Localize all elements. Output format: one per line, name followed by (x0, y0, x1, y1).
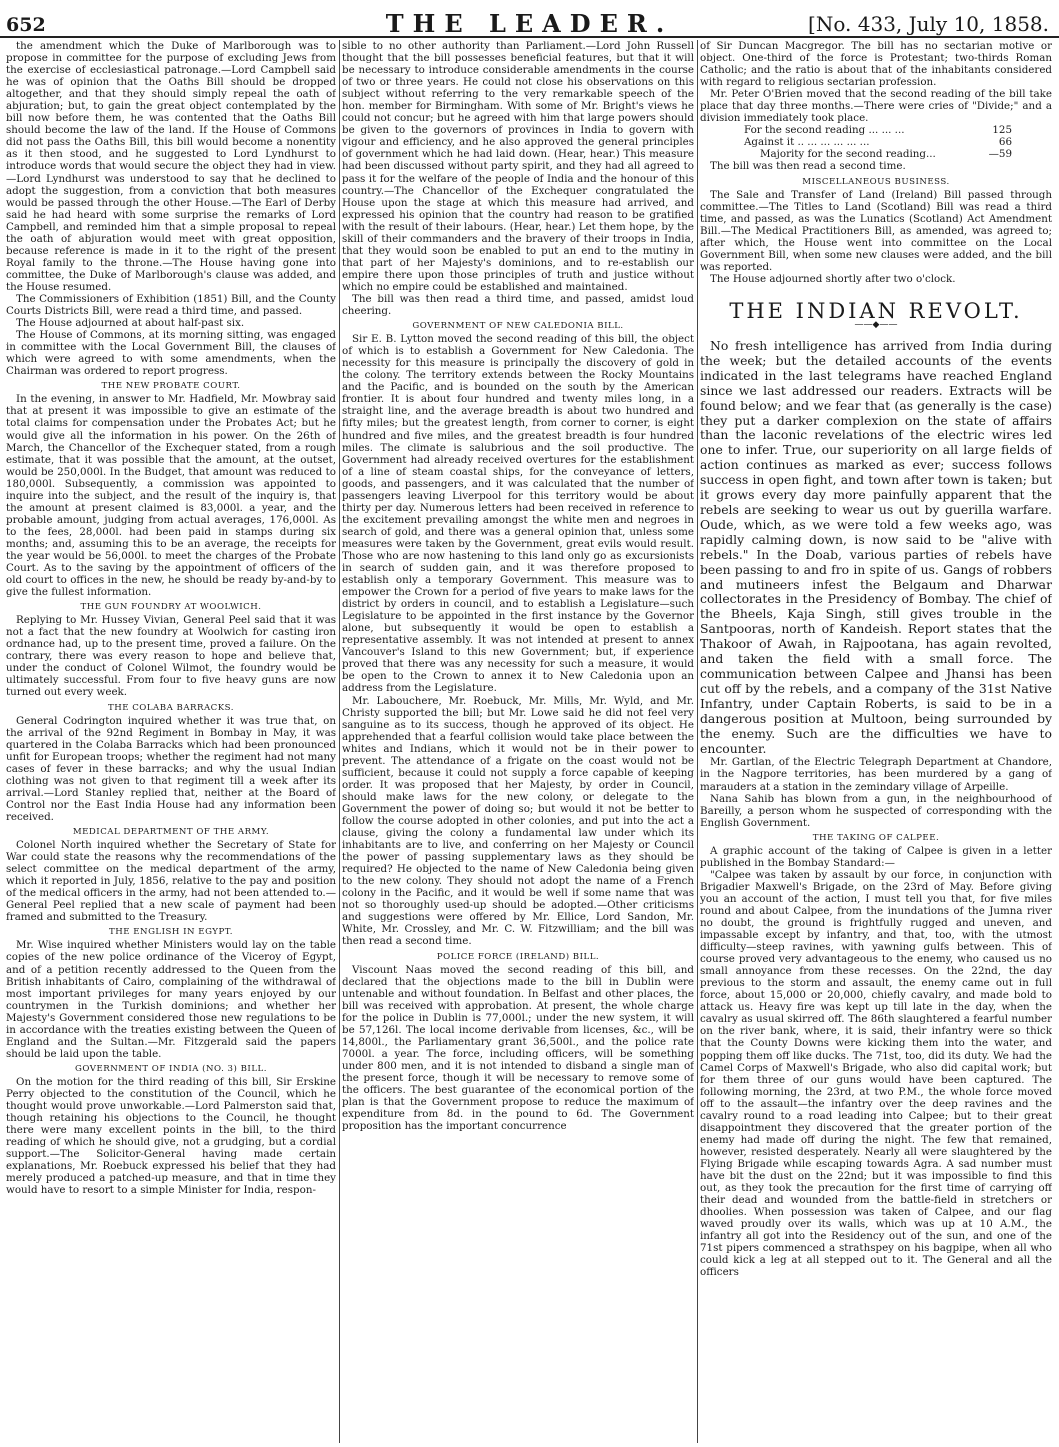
page-number: 652 (6, 14, 46, 36)
division-vote (700, 124, 1052, 160)
vote-row (700, 148, 1052, 160)
paragraph: On the motion for the third reading of this bill, Sir Erskine Perry objected to the constitution of the Council, which he thought would prove unworkable.—Lord Palmerston said that, though retaining his objections to the Council, he thought there were many excellent points in the bill, to the third reading of which he should give, not a grudging, but a cordial support.—The Solicitor-General having made certain explanations, Mr. Roebuck expressed his belief that they had merely produced a patched-up measure, and that in time they would have to resort to a simple Minister for India, respon- (6, 1075, 336, 1197)
column-3-miscellaneous (700, 160, 1052, 284)
masthead (0, 0, 1059, 38)
vote-count: 66 (998, 136, 1012, 149)
paragraph: sible to no other authority than Parliament.—Lord John Russell thought that the bill possesses beneficial features, but that it will be necessary to introduce considerable amendments in the course of two or three years. He could not close his observations on this subject without referring to the very remarkable speech of the hon. member for Birmingham. With some of Mr. Bright's views he could not concur; but he agreed with him that large powers should be given to the governors of provinces in India to govern with vigour and efficiency, and he also approved the general principles of government which he had laid down. (Hear, hear.) This measure had been discussed without party spirit, and they had all agreed to pass it for the welfare of the people of India and the honour of this country.—The Chancellor of the Exchequer congratulated the House upon the stage at which this measure had arrived, and expressed his opinion that the country had reason to be gratified with the result of their labours. (Hear, hear.) Let them hope, by the skill of their commanders and the bravery of their troops in India, that they would soon be enabled to put an end to the mutiny in that part of her Majesty's dominions, and to re-establish our empire there upon those principles of truth and justice without which no empire could be established and maintained. (342, 40, 694, 293)
paragraph: The Commissioners of Exhibition (1851) Bill, and the County Courts Districts Bill, were read a third time, and passed. (6, 292, 336, 318)
paragraph: Colonel North inquired whether the Secretary of State for War could state the reasons why the recommendations of the select committee on the medical department of the army, which it reported in July, 1856, relative to the pay and position of the medical officers in the army, had not been attended to.—General Peel replied that a new scale of payment had been framed and submitted to the Treasury. (6, 839, 336, 924)
vote-count: —59 (988, 148, 1012, 161)
lead-paragraph: No fresh intelligence has arrived from India during the week; but the detailed accounts of the events indicated in the last telegrams have reached England since we last addressed our readers. Extracts will be found below; and we fear that (as generally is the case) they put a darker complexion on the state of affairs than the laconic revelations of the electric wires led one to infer. True, our superiority on all large fields of action continues as marked as ever; success follows success in open fight, and town after town is taken; but it grows every day more painfully apparent that the rebels are seeking to wear us out by guerilla warfare. Oude, which, as we were told a few weeks ago, was rapidly calming down, is now said to be "alive with rebels." In the Doab, various parties of rebels have been passing to and fro in spite of us. Gangs of robbers and mutineers infest the Belgaum and Dharwar collectorates in the Presidency of Bombay. The chief of the Bheels, Kaja Singh, still gives trouble in the Santpooras, north of Kandeish. Report states that the Thakoor of Awah, in Rajpootana, has again revolted, and taken the field with a small force. The communication between Calpee and Jhansi has been cut off by the rebels, and a company of the 31st Native Infantry, under Captain Roberts, is said to be in a dangerous position at Multoon, being surrounded by the enemy. Such are the difficulties we have to encounter. (700, 338, 1052, 756)
section-ornament: ——◆—— (854, 319, 898, 330)
paragraph: Viscount Naas moved the second reading of this bill, and declared that the objections made to the bill in Dublin were untenable and without foundation. In Belfast and other places, the bill was received with approbation. At present, the whole charge for the police in Dublin is 77,000l.; under the new system, it will be 57,126l. The local income derivable from licenses, &c., will be 14,800l., the Parliamentary grant 36,500l., and the police rate 7000l. a year. The force, including officers, will be something under 800 men, and it is not intended to disband a single man of the present force, though it will be necessary to remove some of the officers. The best guarantee of the economical portion of the plan is that the Government propose to reduce the maximum of expenditure from 8d. in the pound to 6d. The Government proposition has the important concurrence (342, 963, 694, 1133)
section-heading: GOVERNMENT OF INDIA (NO. 3) BILL. (75, 1063, 267, 1074)
section-heading: MISCELLANEOUS BUSINESS. (802, 176, 950, 187)
paragraph: Replying to Mr. Hussey Vivian, General Peel said that it was not a fact that the new foundry at Woolwich for casting iron ordnance had, up to the present time, proved a failure. On the contrary, there was every reason to hope and believe that, under the conduct of Colonel Wilmot, the foundry would be ultimately successful. From four to five heavy guns are now turned out every week. (6, 614, 336, 699)
paragraph: Mr. Labouchere, Mr. Roebuck, Mr. Mills, Mr. Wyld, and Mr. Christy supported the bill; but Mr. Lowe said he did not feel very sanguine as to its success, though he approved of its object. He apprehended that a fearful collision would take place between the whites and Indians, which it would not be in their power to prevent. The attendance of a frigate on the coast would not be sufficient, because it could not supply a force capable of keeping order. It was proposed that her Majesty, by order in Council, should make laws for the new colony, or delegate to the Government the power of doing so; but would it not be better to follow the course adopted in other colonies, and put into the act a clause, giving the colony a fundamental law under which its inhabitants are to live, and conferring on her Majesty or Council the power of passing supplementary laws as they should be required? He objected to the name of New Caledonia being given to the new colony. They should not adopt the name of a French colony in the Pacific, and it would be well if some name that was not so thoroughly used-up should be adopted.—Other criticisms and suggestions were offered by Mr. Ellice, Lord Sandon, Mr. White, Mr. Crossley, and Mr. C. W. Fitzwilliam; and the bill was then read a second time. (342, 694, 694, 948)
paragraph: The House of Commons, at its morning sitting, was engaged in committee with the Local Government Bill, the clauses of which were agreed to with some amendments, when the Chairman was ordered to report progress. (6, 329, 336, 378)
vote-count: 125 (992, 124, 1012, 137)
paragraph: Mr. Gartlan, of the Electric Telegraph Department at Chandore, in the Nagpore territories, has been murdered by a gang of marauders at a station in the zemindary village of Arpeille. (700, 756, 1052, 793)
section-heading: THE GUN FOUNDRY AT WOOLWICH. (80, 602, 262, 613)
paragraph: The bill was then read a second time. (710, 160, 906, 173)
paragraph: Sir E. B. Lytton moved the second reading of this bill, the object of which is to establish a Government for New Caledonia. The necessity for this measure is principally the discovery of gold in the colony. The territory extends between the Rocky Mountains and the Pacific, and is bounded on the south by the American frontier. It is about four hundred and twenty miles long, in a straight line, and the average breadth is about two hundred and fifty miles; but the greatest length, from corner to corner, is eight hundred and five miles, and the greatest breadth is four hundred miles. The climate is salubrious and the soil productive. The Government had already received overtures for the establishment of a line of steam coastal ships, for the conveyance of letters, goods, and passengers, and it was calculated that the number of passengers leaving Liverpool for this territory would be about thirty per day. Numerous letters had been received in reference to the excitement prevailing amongst the white men and negroes in search of gold, and there was a general opinion that, unless some measures were taken by the Government, great evils would result. Those who are now hastening to this land only go as excursionists in search of sudden gain, and it was therefore proposed to establish only a temporary Government. This measure was to empower the Crown for a period of five years to make laws for the district by orders in council, and to establish a Legislature—such Legislature to be appointed in the first instance by the Governor alone, but subsequently it would be open to establish a representative assembly. It was not intended at present to annex Vancouver's Island to this new Government; but, if experience proved that there was any necessity for such a measure, it would be open to the Crown to annex it to New Caledonia upon an address from the Legislature. (342, 333, 694, 695)
newspaper-title: THE LEADER. (385, 9, 674, 38)
paragraph: of Sir Duncan Macgregor. The bill has no sectarian motive or object. One-third of the force is Protestant; two-thirds Roman Catholic; and the ratio is about that of the inhabitants considered with regard to religious sectarian profession. (700, 40, 1052, 89)
paragraph: Mr. Wise inquired whether Ministers would lay on the table copies of the new police ordinance of the Viceroy of Egypt, and of a petition recently addressed to the Queen from the British inhabitants of Cairo, complaining of the withdrawal of most important privileges for many years enjoyed by our countrymen in the Turkish dominions; and whether her Majesty's Government considered those new regulations to be in accordance with the treaties existing between the Queen of England and the Sultan.—Mr. Fitzgerald said the papers should be laid upon the table. (6, 939, 336, 1060)
paragraph: the amendment which the Duke of Marlborough was to propose in committee for the purpose of excluding Jews from the exercise of ecclesiastical patronage.—Lord Campbell said he was of opinion that the Oaths Bill should be dropped altogether, and that they should simply repeal the oath of abjuration; but, to gain the great object contemplated by the bill now before them, he was contented that the Oaths Bill should become the law of the land. If the House of Commons did not pass the Oaths Bill, this bill would become a nonentity as it then stood, and he suggested to Lord Lyndhurst to introduce words that would secure the object they had in view.—Lord Lyndhurst was understood to say that he declined to adopt the suggestion, from a conviction that both measures would be passed through the other House.—The Earl of Derby said he had heard with some surprise the remarks of Lord Campbell, and reminded him that a simple proposal to repeal the oath of abjuration would meet with great opposition, because reference is made in it to the right of the present Royal family to the throne.—The House having gone into committee, the Duke of Marlborough's clause was added, and the House resumed. (6, 40, 336, 293)
vote-row (700, 136, 1052, 148)
section-heading: GOVERNMENT OF NEW CALEDONIA BILL. (412, 321, 624, 332)
issue-date: [No. 433, July 10, 1858. (808, 12, 1049, 36)
column-rule (339, 40, 340, 1443)
section-heading: THE NEW PROBATE COURT. (101, 381, 241, 392)
paragraph: The House adjourned at about half-past six. (16, 317, 245, 330)
section-heading: POLICE FORCE (IRELAND) BILL. (436, 951, 600, 962)
section-heading: THE COLABA BARRACKS. (108, 702, 234, 713)
column-1 (6, 40, 336, 1447)
vote-label: For the second reading ... ... ... (744, 124, 905, 137)
paragraph: "Calpee was taken by assault by our force, in conjunction with Brigadier Maxwell's Brigade, on the 23rd of May. Before giving you an account of the action, I must tell you that, for five miles round and about Calpee, from the inundations of the Jumna river no doubt, the ground is frightfully rugged and uneven, and impassable except by infantry, and that, too, with the utmost difficulty—steep ravines, with yawning gulfs between. This of course proved very advantageous to the enemy, who caused us no small annoyance from these recesses. On the 22nd, the day previous to the storm and assault, the enemy came out in full force, about 15,000 or 20,000, chiefly cavalry, and made bold to attack us. Heavy fire was kept up till late in the day, when the cavalry as usual skirred off. The 86th slaughtered a fearful number on the river bank, where, it is said, their infantry were so thick that the County Downs were kicking them into the water, and popping them off like ducks. The 71st, too, did its duty. We had the Camel Corps of Maxwell's Brigade, who also did capital work; but for them three of our guns would have been captured. The following morning, the 23rd, at two P.M., the whole force moved off to the assault—the infantry over the deep ravines and the cavalry round to a road leading into Calpee; but to their great disappointment they discovered that the greater portion of the enemy had made off during the night. The few that remained, however, resisted desperately. Nearly all were slaughtered by the Flying Brigade while escaping towards Agra. A sad number must have bit the dust on the 22nd; but it was impossible to find this out, as they took the precaution for the first time of carrying off their dead and wounded from the battle-field in stretchers or dhoolies. When possession was taken of Calpee, and our flag waved proudly over its walls, which was up at 10 A.M., the infantry all got into the Residency out of the sun, and one of the 71st pipers commenced a strathspey on his bagpipe, when all who could kick a leg at all stepped out to it. The General and all the officers (700, 868, 1052, 1279)
paragraph: Mr. Peter O'Brien moved that the second reading of the bill take place that day three months.—There were cries of "Divide;" and a division immediately took place. (700, 88, 1052, 125)
paragraph: Nana Sahib has blown from a gun, in the neighbourhood of Bareilly, a person whom he suspected of corresponding with the English Government. (700, 792, 1052, 829)
vote-row (700, 124, 1052, 136)
column-3-intro (700, 40, 1052, 124)
column-2 (342, 40, 694, 1447)
paragraph: In the evening, in answer to Mr. Hadfield, Mr. Mowbray said that at present it was impossible to give an estimate of the total claims for compensation under the Probates Act; but he would give all the information in his power. On the 26th of March, the Chancellor of the Exchequer stated, from a rough estimate, that it was possible that the amount, at the outset, would be 250,000l. In the Budget, that amount was reduced to 180,000l. Subsequently, a commission was appointed to inquire into the subject, and the result of the inquiry is, that the amount at present claimed is 83,000l. a year, and the probable amount, judging from actual averages, 176,000l. As to the fees, 28,000l. had been paid in stamps during six months; and, assuming this to be an average, the receipts for the year would be 56,000l. to meet the charges of the Probate Court. As to the saving by the appointment of officers of the old court to offices in the new, he should be ready by-and-by to give the fullest information. (6, 393, 336, 599)
paragraph: The Sale and Transfer of Land (Ireland) Bill passed through committee.—The Titles to Land (Scotland) Bill was read a third time, and passed, as was the Lunatics (Scotland) Act Amendment Bill.—The Medical Practitioners Bill, as amended, was agreed to; after which, the House went into committee on the Local Government Bill, when some new clauses were added, and the bill was reported. (700, 188, 1052, 273)
vote-label: Against it .. ... ... ... ... ... (744, 136, 870, 149)
column-3 (700, 40, 1052, 1447)
column-3-articles (700, 756, 1052, 1278)
column-rule (697, 40, 698, 1443)
vote-label: Majority for the second reading... (760, 148, 936, 161)
section-title-indian-revolt: THE INDIAN REVOLT. (729, 298, 1023, 323)
section-heading: THE ENGLISH IN EGYPT. (109, 927, 233, 938)
paragraph: General Codrington inquired whether it was true that, on the arrival of the 92nd Regiment in Bombay in May, it was quartered in the Colaba Barracks which had been pronounced unfit for European troops; whether the regiment had not many cases of fever in these barracks; and why the usual Indian clothing was not given to that regiment till a week after its arrival.—Lord Stanley replied that, neither at the Board of Control nor the East India House had any information been received. (6, 714, 336, 823)
paragraph: The House adjourned shortly after two o'clock. (710, 272, 956, 285)
section-heading: THE TAKING OF CALPEE. (812, 832, 940, 843)
paragraph: A graphic account of the taking of Calpee is given in a letter published in the Bombay Standard:— (700, 844, 1052, 869)
section-heading: MEDICAL DEPARTMENT OF THE ARMY. (72, 827, 270, 837)
paragraph: The bill was then read a third time, and passed, amidst loud cheering. (342, 292, 694, 318)
